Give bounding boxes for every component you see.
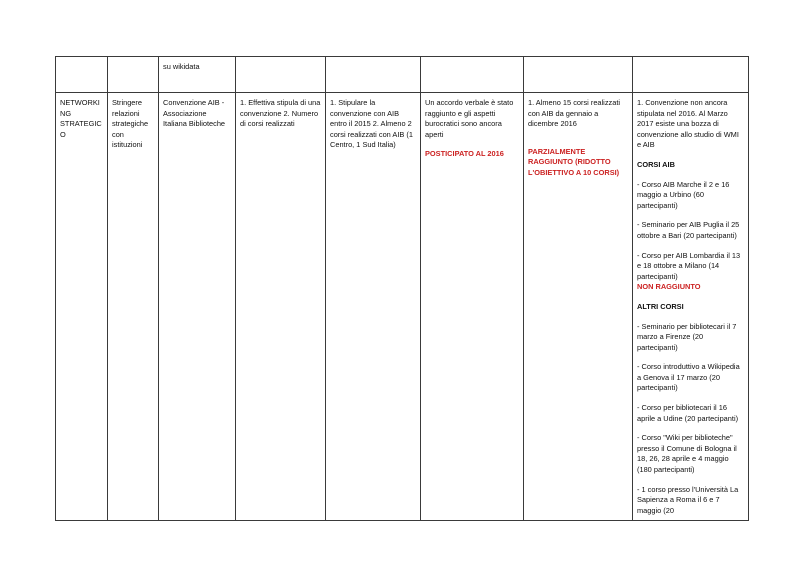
cell-target-2016 (524, 93, 633, 521)
cell-objective (108, 93, 159, 521)
cell-result2015-continuation (421, 57, 524, 93)
cell-project-continuation: su wikidata (159, 57, 236, 93)
area-text: NETWORKING STRATEGICO (60, 98, 102, 139)
heading-altri-corsi: ALTRI CORSI (637, 301, 684, 311)
cell-targets-continuation (326, 57, 421, 93)
cell-target2016-continuation (524, 57, 633, 93)
indicators-text: 1. Effettiva stipula di una convenzione 2. Numero di corsi realizzati (240, 98, 321, 129)
cell-indicators-continuation (236, 57, 326, 93)
objective-text: Stringere relazioni strategiche con istituzioni (112, 98, 149, 150)
cell-targets (326, 93, 421, 521)
list-item: - Corso per AIB Lombardia il 13 e 18 ottobre a Milano (14 partecipanti) (637, 250, 741, 281)
corsi-aib-list (637, 180, 744, 283)
table-row-continuation (56, 57, 749, 93)
status-badge-non-raggiunto: NON RAGGIUNTO (637, 282, 701, 292)
cell-indicators (236, 93, 326, 521)
targets-text: 1. Stipulare la convenzione con AIB entro il 2015 2. Almeno 2 corsi realizzati con AIB (1 Centro, 1 Sud Italia) (330, 98, 413, 150)
heading-corsi-aib: CORSI AIB (637, 159, 675, 169)
cell-result2016-continuation (633, 57, 749, 93)
altri-corsi-list (637, 322, 744, 517)
status-badge-posticipato: POSTICIPATO AL 2016 (425, 149, 504, 159)
result-2016-intro: 1. Convenzione non ancora stipulata nel 2016. Al Marzo 2017 esiste una bozza di convenzione allo studio di WMI e AIB (637, 98, 739, 150)
project-text: Convenzione AIB - Associazione Italiana Biblioteche (163, 98, 226, 129)
target-2016-text: 1. Almeno 15 corsi realizzati con AIB da gennaio a dicembre 2016 (528, 98, 621, 129)
list-item: - Corso per bibliotecari il 16 aprile a Udine (20 partecipanti) (637, 403, 739, 423)
cell-project (159, 93, 236, 521)
list-item: - Seminario per bibliotecari il 7 marzo a Firenze (20 partecipanti) (637, 321, 737, 352)
list-item: - Corso "Wiki per biblioteche" presso il Comune di Bologna il 18, 26, 28 aprile e 4 maggio (180 partecipanti) (637, 433, 737, 475)
list-item: - Seminario per AIB Puglia il 25 ottobre a Bari (20 partecipanti) (637, 220, 740, 240)
result-2015-text: Un accordo verbale è stato raggiunto e gli aspetti burocratici sono ancora aperti (425, 98, 514, 139)
report-table (55, 56, 749, 521)
cell-result-2016 (633, 93, 749, 521)
table-row (56, 93, 749, 521)
list-item: - Corso introduttivo a Wikipedia a Genova il 17 marzo (20 partecipanti) (637, 362, 740, 393)
list-item: - 1 corso presso l'Università La Sapienza a Roma il 6 e 7 maggio (20 (637, 484, 739, 515)
status-badge-parzialmente-raggiunto: PARZIALMENTE RAGGIUNTO (RIDOTTO L'OBIETTIVO A 10 CORSI) (528, 146, 620, 177)
cell-objective-continuation (108, 57, 159, 93)
list-item: - Corso AIB Marche il 2 e 16 maggio a Urbino (60 partecipanti) (637, 179, 730, 210)
cell-result-2015 (421, 93, 524, 521)
cell-area (56, 93, 108, 521)
cell-area-continuation (56, 57, 108, 93)
